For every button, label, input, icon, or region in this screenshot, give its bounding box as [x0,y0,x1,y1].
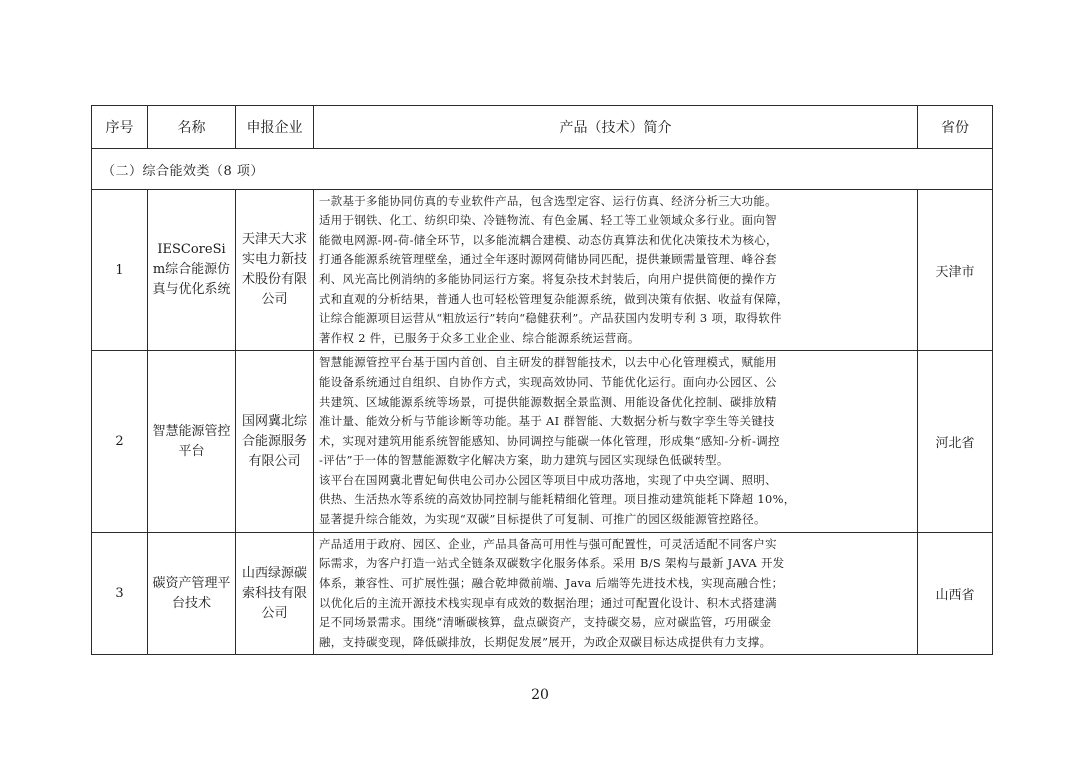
description-line: 式和直观的分析结果，普通人也可轻松管理复杂能源系统，做到决策有依据、收益有保障， [319,291,789,306]
description-line: 体系，兼容性、可扩展性强；融合乾坤微前端、Java 后端等先进技术栈，实现高融合性； [319,575,784,590]
row-seq: 3 [92,533,148,655]
description-line: 智慧能源管控平台基于国内首创、自主研发的群智能技术，以去中心化管理模式，赋能用 [319,355,777,370]
row-seq: 1 [92,190,148,351]
description-line: 准计量、能效分析与节能诊断等功能。基于 AI 群智能、大数据分析与数字孪生等关键技 [319,414,775,429]
description-line: 让综合能源项目运营从“粗放运行”转向“稳健获利”。产品获国内发明专利 3 项，取得软件 [319,311,782,326]
section-row [92,149,993,190]
description-line: 融，支持碳变现，降低碳排放，长期促发展”展开，为政企双碳目标达成提供有力支撑。 [319,634,772,649]
table-row [92,351,993,533]
header-description: 产品（技术）简介 [314,106,918,149]
row-name: 智慧能源管控平台 [148,351,236,533]
document-table [91,105,993,655]
row-description [314,190,918,351]
row-name: IESCoreSim综合能源仿真与优化系统 [148,190,236,351]
description-line: 该平台在国网冀北曹妃甸供电公司办公园区等项目中成功落地，实现了中央空调、照明、 [319,472,777,487]
table-row [92,533,993,655]
header-company: 申报企业 [236,106,314,149]
row-province: 河北省 [918,351,993,533]
description-line: 足不同场景需求。围绕“清晰碳核算，盘点碳资产，支持碳交易，应对碳监管，巧用碳金 [319,615,772,630]
description-line: 供热、生活热水等系统的高效协同控制与能耗精细化管理。项目推动建筑能耗下降超 10%， [319,492,796,507]
table-row [92,190,993,351]
description-line: 著作权 2 件，已服务于众多工业企业、综合能源系统运营商。 [319,330,640,345]
description-line: 共建筑、区域能源系统等场景，可提供能源数据全景监测、用能设备优化控制、碳排放精 [319,394,777,409]
row-company: 山西绿源碳索科技有限公司 [236,533,314,655]
description-line: 一款基于多能协同仿真的专业软件产品，包含选型定容、运行仿真、经济分析三大功能。 [319,193,777,208]
section-title: （二）综合能效类（8 项） [92,149,993,190]
description-line: 显著提升综合能效，为实现“双碳”目标提供了可复制、可推广的园区级能源管控路径。 [319,512,766,527]
description-line: 适用于钢铁、化工、纺织印染、冷链物流、有色金属、轻工等工业领域众多行业。面向智 [319,213,777,228]
row-seq: 2 [92,351,148,533]
header-seq: 序号 [92,106,148,149]
description-line: 能设备系统通过自组织、自协作方式，实现高效协同、节能优化运行。面向办公园区、公 [319,374,777,389]
description-line: 术，实现对建筑用能系统智能感知、协同调控与能碳一体化管理，形成集“感知-分析-调控 [319,433,780,448]
description-line: 利、风光高比例消纳的多能协同运行方案。将复杂技术封装后，向用户提供简便的操作方 [319,272,777,286]
description-line: -评估”于一体的智慧能源数字化解决方案，助力建筑与园区实现绿色低碳转型。 [319,453,729,468]
description-line: 际需求，为客户打造一站式全链条双碳数字化服务体系。采用 B/S 架构与最新 JAVA 开发 [319,556,785,571]
table-header-row [92,106,993,149]
description-line: 产品适用于政府、园区、企业，产品具备高可用性与强可配置性，可灵活适配不同客户实 [319,536,777,551]
row-province: 山西省 [918,533,993,655]
row-province: 天津市 [918,190,993,351]
header-name: 名称 [148,106,236,149]
description-line: 打通各能源系统管理壁垒，通过全年逐时源网荷储协同匹配，提供兼顾需量管理、峰谷套 [319,252,777,267]
row-company: 国网冀北综合能源服务有限公司 [236,351,314,533]
row-description [314,533,918,655]
row-name: 碳资产管理平台技术 [148,533,236,655]
page-number: 20 [531,687,549,703]
row-description [314,351,918,533]
description-line: 以优化后的主流开源技术栈实现卓有成效的数据治理；通过可配置化设计、积木式搭建满 [319,595,777,610]
header-province: 省份 [918,106,993,149]
row-company: 天津天大求实电力新技术股份有限公司 [236,190,314,351]
description-line: 能微电网源-网-荷-储全环节，以多能流耦合建模、动态仿真算法和优化决策技术为核心， [319,232,778,247]
